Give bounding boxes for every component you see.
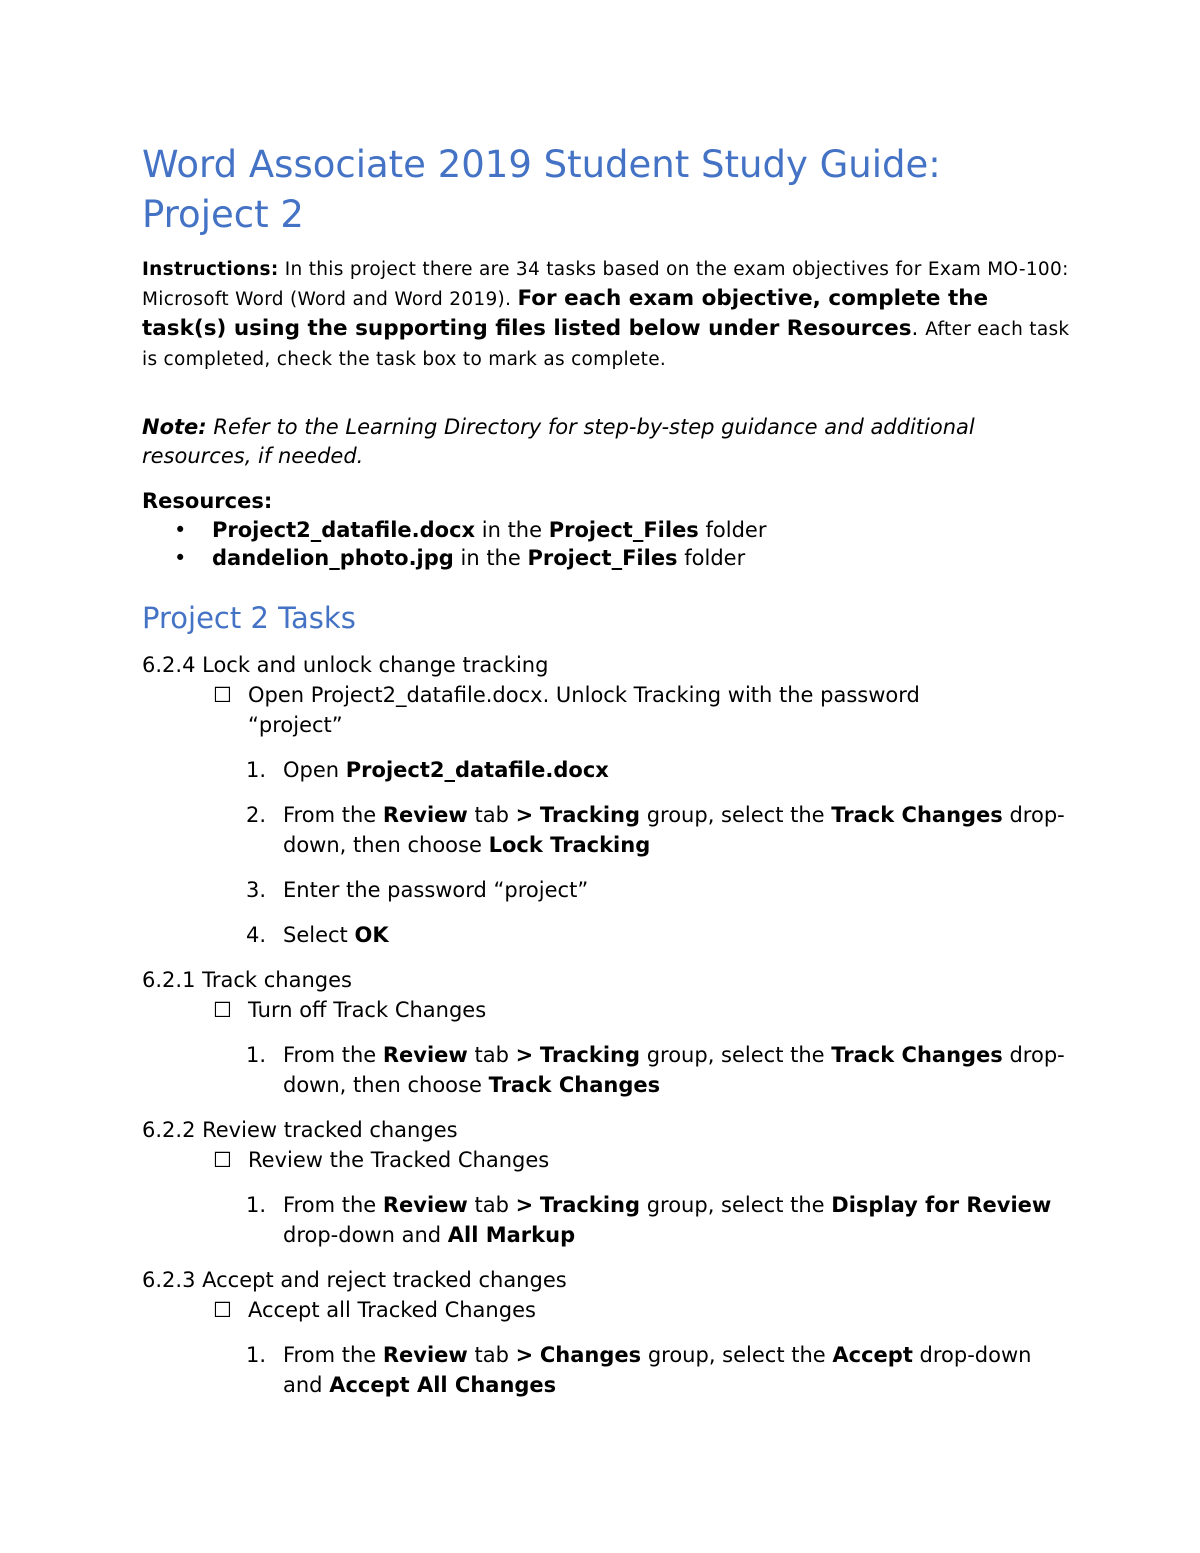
resource-item [142,516,766,544]
step-item [246,755,1066,785]
step-bold: Track Changes [831,803,1003,827]
step-text: group, select the [640,1043,832,1067]
title-line-2: Project 2 [142,193,304,236]
step-text: drop-down and [283,1223,448,1247]
objective-heading: 6.2.4 Lock and unlock change tracking [142,653,549,677]
step-text: Open [283,758,346,782]
step-number: 4. [246,923,267,947]
step-item [246,1040,1066,1100]
instructions-text-2: . [911,316,926,341]
step-bold: > [515,803,534,827]
step-number: 1. [246,758,267,782]
step-number: 1. [246,1043,267,1067]
step-bold: Tracking [539,803,641,827]
step-bold: Review [382,803,468,827]
title-line-1: Word Associate 2019 Student Study Guide: [142,143,941,186]
task-text: Open Project2_datafile.docx. Unlock Tracking with the password [248,683,920,707]
step-item [246,875,1066,905]
step-item [246,1340,1066,1400]
resource-file: dandelion_photo.jpg [212,546,454,570]
step-text: From the [283,1343,383,1367]
resources-list [142,516,766,572]
step-text: From the [283,1193,383,1217]
step-bold: Track Changes [831,1043,1003,1067]
checkbox-icon[interactable]: ☐ [213,683,232,707]
task-item [213,995,1033,1025]
step-bold: Accept All Changes [329,1373,557,1397]
step-item [246,920,1066,950]
step-text: drop-down and [283,1343,1032,1397]
resource-file: Project2_datafile.docx [212,518,476,542]
instructions-label: Instructions: [142,259,279,280]
step-text: From the [283,1043,383,1067]
step-bold: Track Changes [488,1073,661,1097]
step-bold: Lock Tracking [488,833,651,857]
tasks-heading: Project 2 Tasks [142,601,356,635]
step-bold: Review [382,1343,468,1367]
document-title [142,140,1102,240]
task-text-line-2: “project” [248,713,343,737]
resources-heading: Resources: [142,489,273,513]
step-text: tab [467,1193,516,1217]
resource-item [142,544,766,572]
step-text [533,803,540,827]
step-bold: Review [382,1193,468,1217]
step-item [246,800,1066,860]
step-text: tab [467,1343,516,1367]
note-label: Note: [142,415,207,439]
task-text: Accept all Tracked Changes [248,1298,536,1322]
step-number: 2. [246,803,267,827]
instructions-text-3: After each task is completed, check the task box to mark as complete. [142,319,1070,370]
resource-folder: Project_Files [527,546,678,570]
resource-mid: in the [475,518,549,542]
resource-folder: Project_Files [548,518,699,542]
checkbox-icon[interactable]: ☐ [213,1298,232,1322]
step-text [533,1343,540,1367]
step-text: tab [467,1043,516,1067]
task-item [213,1145,1033,1175]
step-number: 1. [246,1193,267,1217]
task-text: Turn off Track Changes [248,998,487,1022]
step-bold: > [515,1043,534,1067]
step-text: From the [283,803,383,827]
instructions-paragraph [142,254,1072,374]
resource-mid: in the [453,546,528,570]
checkbox-icon[interactable]: ☐ [213,1148,232,1172]
step-item [246,1190,1066,1250]
step-bold: Tracking [539,1193,641,1217]
step-bold: > [515,1343,534,1367]
objective-heading: 6.2.3 Accept and reject tracked changes [142,1268,567,1292]
instructions-bold-resources: Resources [786,316,912,341]
step-text [533,1043,540,1067]
step-text: drop-down, then choose [283,1043,1065,1097]
step-bold: All Markup [447,1223,576,1247]
instructions-text-1: In this project there are 34 tasks based on the exam objectives for Exam MO-100: Microsoft Word (Word and Word 2019). [142,259,1069,310]
step-number: 1. [246,1343,267,1367]
step-text: group, select the [641,1343,833,1367]
step-bold: Review [382,1043,468,1067]
task-text: Review the Tracked Changes [248,1148,550,1172]
step-bold: Accept [832,1343,913,1367]
step-bold: Tracking [539,1043,641,1067]
step-text: drop-down, then choose [283,803,1065,857]
step-bold: > [515,1193,534,1217]
note-paragraph [142,413,1042,471]
instructions-bold-1: For each exam objective, complete the task(s) using the supporting files listed below under [142,286,989,341]
resource-end: folder [677,546,746,570]
bullet-icon: • [174,546,187,570]
step-number: 3. [246,878,267,902]
note-text: Refer to the Learning Directory for step-by-step guidance and additional resources, if needed. [142,415,975,468]
objective-heading: 6.2.2 Review tracked changes [142,1118,458,1142]
objective-heading: 6.2.1 Track changes [142,968,352,992]
bullet-icon: • [174,518,187,542]
step-bold: OK [354,923,389,947]
step-text: group, select the [640,1193,832,1217]
step-text: tab [467,803,516,827]
task-item [213,680,1033,740]
step-text: Enter the password “project” [283,878,589,902]
checkbox-icon[interactable]: ☐ [213,998,232,1022]
step-bold: Project2_datafile.docx [345,758,609,782]
task-item [213,1295,1033,1325]
step-bold: Changes [539,1343,642,1367]
step-text [533,1193,540,1217]
step-bold: Display for Review [831,1193,1052,1217]
step-text: Select [283,923,355,947]
step-text: group, select the [640,803,832,827]
resource-end: folder [698,518,767,542]
